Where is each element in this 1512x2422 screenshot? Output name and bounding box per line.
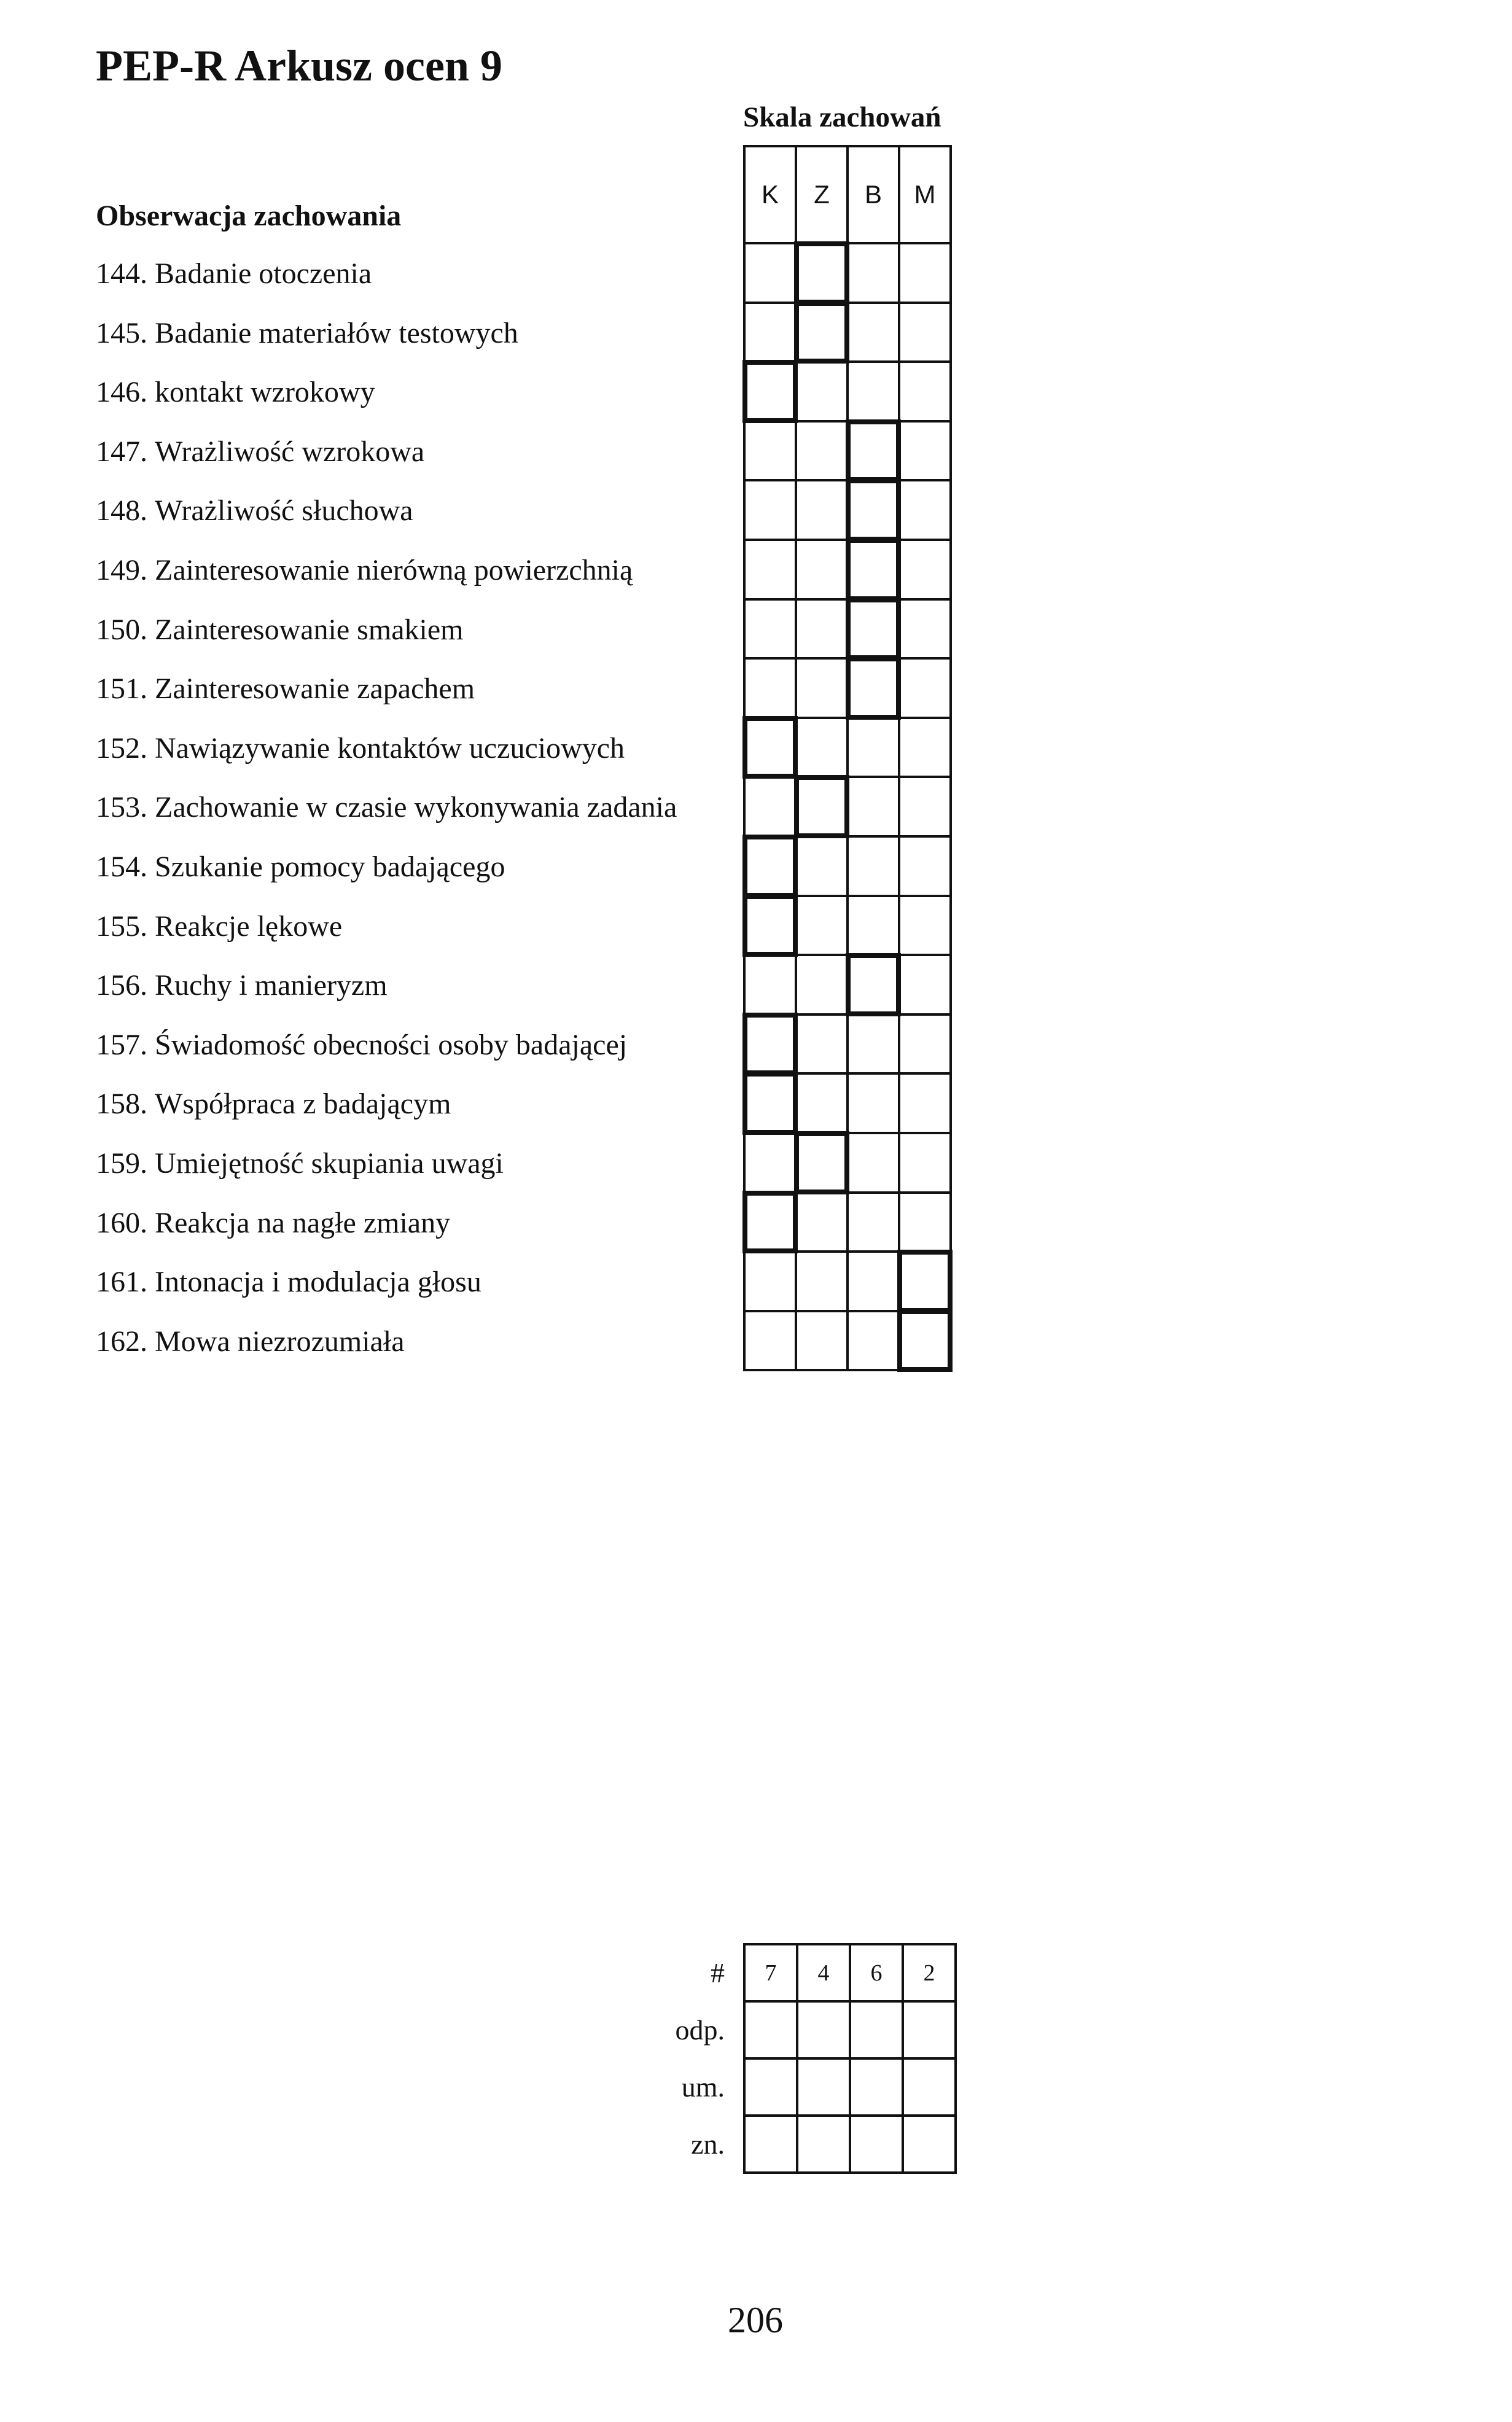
item-label: Wrażliwość słuchowa bbox=[155, 494, 413, 528]
grid-cell-m[interactable] bbox=[899, 1073, 951, 1133]
item-label: Świadomość obecności osoby badającej bbox=[155, 1028, 628, 1061]
item-number: 150. bbox=[96, 613, 147, 646]
item-number: 152. bbox=[96, 731, 147, 765]
list-item bbox=[96, 422, 677, 482]
item-label: Zainteresowanie smakiem bbox=[155, 613, 464, 646]
grid-cell-z[interactable] bbox=[796, 243, 848, 303]
column-header-k: K bbox=[744, 146, 796, 243]
grid-cell-z[interactable] bbox=[796, 1014, 848, 1074]
grid-row bbox=[744, 480, 951, 540]
grid-row bbox=[744, 1073, 951, 1133]
grid-row bbox=[744, 1014, 951, 1074]
summary-cell[interactable] bbox=[797, 2058, 850, 2116]
column-header-b: B bbox=[848, 146, 899, 243]
grid-cell-z[interactable] bbox=[796, 718, 848, 777]
list-item bbox=[96, 1312, 677, 1372]
summary-count-z: 4 bbox=[797, 1944, 850, 2001]
item-label: Mowa niezrozumiała bbox=[155, 1325, 405, 1358]
item-number: 162. bbox=[96, 1325, 147, 1358]
grid-cell-b[interactable] bbox=[848, 480, 899, 540]
grid-cell-z[interactable] bbox=[796, 362, 848, 421]
grid-row bbox=[744, 599, 951, 659]
grid-cell-z[interactable] bbox=[796, 540, 848, 599]
item-label: Ruchy i manieryzm bbox=[155, 969, 388, 1002]
list-item bbox=[96, 1253, 677, 1312]
list-item bbox=[96, 838, 677, 897]
item-label: Nawiązywanie kontaktów uczuciowych bbox=[155, 731, 625, 765]
grid-cell-m[interactable] bbox=[899, 1252, 951, 1311]
grid-row bbox=[744, 421, 951, 481]
grid-row bbox=[744, 540, 951, 599]
item-number: 154. bbox=[96, 850, 147, 883]
grid-cell-k[interactable] bbox=[744, 1133, 796, 1193]
grid-cell-m[interactable] bbox=[899, 1193, 951, 1252]
summary-row-count bbox=[744, 1944, 956, 2001]
column-header-m: M bbox=[899, 146, 951, 243]
grid-cell-k[interactable] bbox=[744, 896, 796, 956]
summary-cell[interactable] bbox=[797, 2116, 850, 2173]
summary-cell[interactable] bbox=[903, 2001, 956, 2058]
grid-row bbox=[744, 1252, 951, 1311]
grid-cell-k[interactable] bbox=[744, 362, 796, 421]
list-item bbox=[96, 778, 677, 838]
grid-cell-b[interactable] bbox=[848, 658, 899, 718]
summary-row-zn bbox=[744, 2116, 956, 2173]
summary-row-odp bbox=[744, 2001, 956, 2058]
item-number: 155. bbox=[96, 909, 147, 943]
list-item bbox=[96, 363, 677, 422]
grid-cell-m[interactable] bbox=[899, 421, 951, 481]
grid-row bbox=[744, 243, 951, 303]
grid-cell-b[interactable] bbox=[848, 1311, 899, 1371]
grid-cell-b[interactable] bbox=[848, 303, 899, 362]
summary-labels bbox=[639, 1944, 725, 2173]
list-item bbox=[96, 244, 677, 304]
grid-cell-m[interactable] bbox=[899, 480, 951, 540]
grid-cell-k[interactable] bbox=[744, 955, 796, 1014]
item-number: 145. bbox=[96, 316, 147, 349]
grid-cell-z[interactable] bbox=[796, 1073, 848, 1133]
summary-cell[interactable] bbox=[850, 2116, 903, 2173]
page-title: PEP-R Arkusz ocen 9 bbox=[96, 41, 502, 90]
grid-cell-b[interactable] bbox=[848, 540, 899, 599]
grid-cell-k[interactable] bbox=[744, 718, 796, 777]
grid-cell-m[interactable] bbox=[899, 540, 951, 599]
grid-cell-b[interactable] bbox=[848, 955, 899, 1014]
item-number: 151. bbox=[96, 672, 147, 706]
item-number: 147. bbox=[96, 435, 147, 468]
summary-cell[interactable] bbox=[850, 2001, 903, 2058]
summary-label-count: # bbox=[711, 1957, 725, 1988]
grid-cell-b[interactable] bbox=[848, 836, 899, 896]
list-item bbox=[96, 304, 677, 364]
summary-label-zn: zn. bbox=[691, 2128, 725, 2160]
grid-row bbox=[744, 955, 951, 1014]
list-item bbox=[96, 956, 677, 1016]
grid-row bbox=[744, 718, 951, 777]
summary-cell[interactable] bbox=[744, 2001, 797, 2058]
item-number: 158. bbox=[96, 1088, 147, 1121]
summary-cell[interactable] bbox=[797, 2001, 850, 2058]
summary-label-um: um. bbox=[681, 2071, 725, 2103]
grid-cell-b[interactable] bbox=[848, 1133, 899, 1193]
grid-cell-k[interactable] bbox=[744, 1252, 796, 1311]
grid-cell-z[interactable] bbox=[796, 1133, 848, 1193]
rating-grid bbox=[743, 145, 952, 1371]
grid-cell-k[interactable] bbox=[744, 303, 796, 362]
item-label: Wrażliwość wzrokowa bbox=[155, 435, 425, 468]
grid-cell-m[interactable] bbox=[899, 243, 951, 303]
item-label: Szukanie pomocy badającego bbox=[155, 850, 505, 883]
grid-cell-z[interactable] bbox=[796, 599, 848, 659]
section-title: Obserwacja zachowania bbox=[96, 200, 402, 232]
list-item bbox=[96, 660, 677, 719]
list-item bbox=[96, 481, 677, 541]
grid-cell-k[interactable] bbox=[744, 243, 796, 303]
item-list bbox=[96, 244, 677, 1371]
grid-cell-z[interactable] bbox=[796, 303, 848, 362]
page-number: 206 bbox=[728, 2300, 783, 2340]
grid-cell-m[interactable] bbox=[899, 362, 951, 421]
grid-cell-z[interactable] bbox=[796, 1311, 848, 1371]
grid-cell-k[interactable] bbox=[744, 1311, 796, 1371]
grid-cell-k[interactable] bbox=[744, 1073, 796, 1133]
list-item bbox=[96, 1134, 677, 1194]
summary-cell[interactable] bbox=[744, 2058, 797, 2116]
item-label: Zainteresowanie nierówną powierzchnią bbox=[155, 553, 633, 586]
grid-cell-m[interactable] bbox=[899, 836, 951, 896]
grid-row bbox=[744, 658, 951, 718]
list-item bbox=[96, 1016, 677, 1075]
summary-cell[interactable] bbox=[744, 2116, 797, 2173]
item-label: Badanie otoczenia bbox=[155, 257, 372, 290]
grid-cell-b[interactable] bbox=[848, 599, 899, 659]
grid-row bbox=[744, 362, 951, 421]
grid-cell-m[interactable] bbox=[899, 896, 951, 956]
grid-cell-z[interactable] bbox=[796, 1252, 848, 1311]
grid-cell-m[interactable] bbox=[899, 303, 951, 362]
grid-cell-m[interactable] bbox=[899, 718, 951, 777]
grid-cell-m[interactable] bbox=[899, 777, 951, 836]
item-number: 153. bbox=[96, 791, 147, 824]
grid-cell-k[interactable] bbox=[744, 1014, 796, 1074]
grid-cell-z[interactable] bbox=[796, 1193, 848, 1252]
grid-cell-b[interactable] bbox=[848, 1252, 899, 1311]
item-label: Intonacja i modulacja głosu bbox=[155, 1266, 481, 1299]
item-number: 160. bbox=[96, 1206, 147, 1239]
item-label: kontakt wzrokowy bbox=[155, 376, 375, 409]
grid-cell-b[interactable] bbox=[848, 421, 899, 481]
grid-cell-b[interactable] bbox=[848, 896, 899, 956]
scale-title: Skala zachowań bbox=[743, 101, 941, 133]
item-label: Reakcja na nagłe zmiany bbox=[155, 1206, 451, 1239]
grid-cell-z[interactable] bbox=[796, 421, 848, 481]
grid-cell-b[interactable] bbox=[848, 362, 899, 421]
list-item bbox=[96, 541, 677, 601]
grid-row bbox=[744, 303, 951, 362]
grid-cell-z[interactable] bbox=[796, 955, 848, 1014]
item-label: Zachowanie w czasie wykonywania zadania bbox=[155, 791, 677, 824]
grid-cell-b[interactable] bbox=[848, 1193, 899, 1252]
item-label: Współpraca z badającym bbox=[155, 1088, 451, 1121]
summary-table bbox=[743, 1943, 957, 2174]
item-number: 157. bbox=[96, 1028, 147, 1061]
item-number: 146. bbox=[96, 376, 147, 409]
list-item bbox=[96, 601, 677, 660]
grid-row bbox=[744, 1193, 951, 1252]
grid-cell-b[interactable] bbox=[848, 777, 899, 836]
summary-cell[interactable] bbox=[850, 2058, 903, 2116]
grid-cell-b[interactable] bbox=[848, 718, 899, 777]
item-number: 159. bbox=[96, 1147, 147, 1180]
grid-row bbox=[744, 1311, 951, 1371]
grid-cell-k[interactable] bbox=[744, 421, 796, 481]
grid-cell-k[interactable] bbox=[744, 658, 796, 718]
list-item bbox=[96, 1194, 677, 1253]
grid-cell-m[interactable] bbox=[899, 599, 951, 659]
grid-cell-m[interactable] bbox=[899, 658, 951, 718]
grid-cell-z[interactable] bbox=[796, 658, 848, 718]
list-item bbox=[96, 897, 677, 957]
summary-row-um bbox=[744, 2058, 956, 2116]
grid-cell-k[interactable] bbox=[744, 599, 796, 659]
grid-row bbox=[744, 896, 951, 956]
item-number: 148. bbox=[96, 494, 147, 528]
grid-cell-b[interactable] bbox=[848, 1073, 899, 1133]
list-item bbox=[96, 719, 677, 779]
summary-label-odp: odp. bbox=[675, 2014, 725, 2046]
item-label: Reakcje lękowe bbox=[155, 909, 343, 943]
item-number: 149. bbox=[96, 553, 147, 586]
grid-row bbox=[744, 1133, 951, 1193]
grid-cell-m[interactable] bbox=[899, 1014, 951, 1074]
grid-cell-m[interactable] bbox=[899, 955, 951, 1014]
grid-cell-m[interactable] bbox=[899, 1311, 951, 1371]
grid-cell-z[interactable] bbox=[796, 896, 848, 956]
grid-cell-m[interactable] bbox=[899, 1133, 951, 1193]
column-header-z: Z bbox=[796, 146, 848, 243]
item-number: 161. bbox=[96, 1266, 147, 1299]
grid-cell-z[interactable] bbox=[796, 777, 848, 836]
item-number: 156. bbox=[96, 969, 147, 1002]
list-item bbox=[96, 1075, 677, 1134]
grid-cell-b[interactable] bbox=[848, 243, 899, 303]
grid-cell-k[interactable] bbox=[744, 836, 796, 896]
summary-count-b: 6 bbox=[850, 1944, 903, 2001]
item-label: Zainteresowanie zapachem bbox=[155, 672, 475, 706]
summary-cell[interactable] bbox=[903, 2058, 956, 2116]
item-label: Umiejętność skupiania uwagi bbox=[155, 1147, 504, 1180]
item-label: Badanie materiałów testowych bbox=[155, 316, 518, 349]
grid-cell-k[interactable] bbox=[744, 540, 796, 599]
grid-cell-k[interactable] bbox=[744, 1193, 796, 1252]
item-number: 144. bbox=[96, 257, 147, 290]
grid-cell-k[interactable] bbox=[744, 480, 796, 540]
grid-row bbox=[744, 836, 951, 896]
grid-cell-b[interactable] bbox=[848, 1014, 899, 1074]
summary-count-m: 2 bbox=[903, 1944, 956, 2001]
grid-cell-k[interactable] bbox=[744, 777, 796, 836]
summary-cell[interactable] bbox=[903, 2116, 956, 2173]
grid-cell-z[interactable] bbox=[796, 480, 848, 540]
summary-count-k: 7 bbox=[744, 1944, 797, 2001]
grid-row bbox=[744, 777, 951, 836]
grid-cell-z[interactable] bbox=[796, 836, 848, 896]
